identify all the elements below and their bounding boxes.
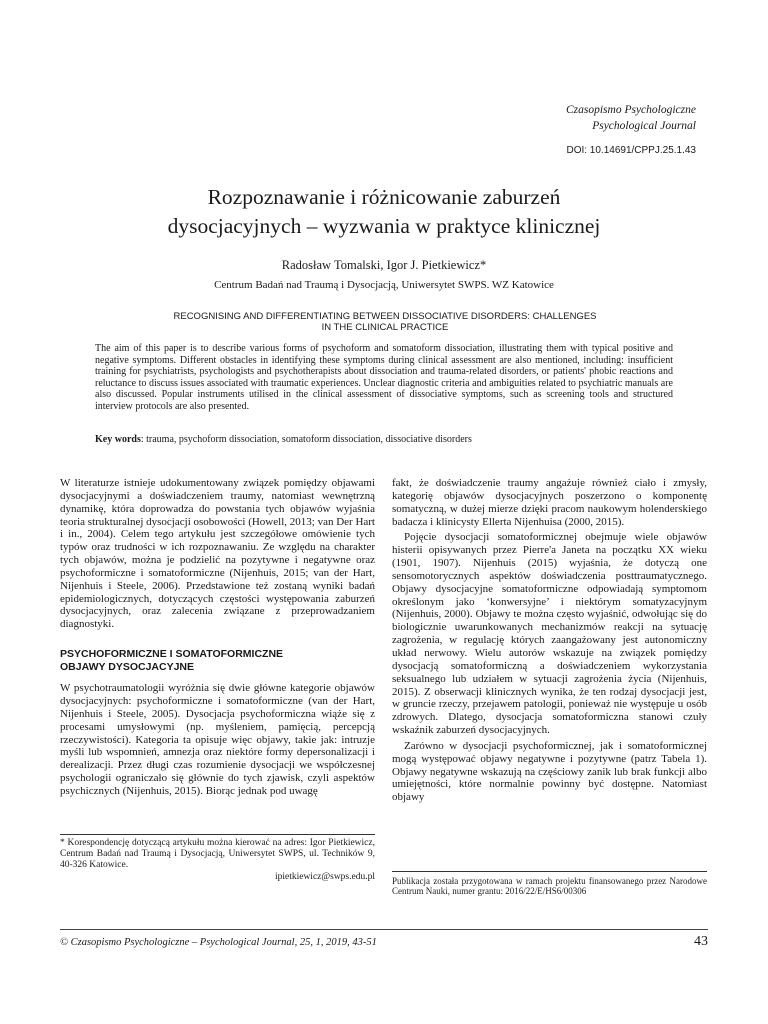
english-title	[95, 311, 675, 333]
body-paragraph-somatoform: Pojęcie dysocjacji somatoformicznej obejmuje wiele objawów histerii opisywanych przez Pierre'a Janeta na początku XX wieku (1901, 1907). Nijenhuis (2015) wyjaśnia, że dotyczą one sensomotorycznych aspektów doświadczenia posttraumatycznego. Objawy dysocjacyjne somatoformiczne odpowiadają symptomom określonym jako ‘konwersyjne’ i niektórym somatyzacyjnym (Nijenhuis, 2000). Objawy te można często wyjaśnić, odwołując się do biologicznie uwarunkowanych mechanizmów reakcji na sytuację zagrożenia, w regulację których zaangażowany jest autonomiczny układ nerwowy. Wielu autorów wskazuje na związek pomiędzy dysocjacją somatoformiczną a doświadczeniem wykorzystania seksualnego lub udziałem w sytuacji zagrożenia życia (Nijenhuis, 2015). Z obserwacji klinicznych wynika, że ten rodzaj dysocjacji jest, w gruncie rzeczy, przejawem patologii, ponieważ nie występuje u osób zdrowych. Dlatego, dysocjacja somatoformiczna stanowi czuły wskaźnik zaburzeń dysocjacyjnych.	[392, 531, 707, 737]
keywords	[95, 434, 673, 445]
author-affiliation: Centrum Badań nad Traumą i Dysocjacją, Uniwersytet SWPS. WZ Katowice	[214, 279, 554, 291]
abstract-text: The aim of this paper is to describe various forms of psychoform and somatoform dissociation, illustrating them with typical positive and negative symptoms. Different obstacles in identifying these symptoms during clinical assessment are also mentioned, including: insufficient training for psychiatrists, psychologists and psychotherapists about dissociation and trauma-related disorders, or patients' phobic reactions and reluctance to discuss issues associated with traumatic experiences. Unclear diagnostic criteria and ambiguities related to psychiatric manuals are also discussed. Popular instruments utilised in the clinical assessment of dissociative symptoms, such as screening tools and structured interview protocols are also presented.	[95, 343, 673, 412]
journal-name-polish: Czasopismo Psychologiczne	[565, 104, 696, 116]
section-paragraph-1: W psychotraumatologii wyróżnia się dwie główne kategorie objawów dysocjacyjnych: psychoformiczne i somatoformiczne (van der Hart, Nijenhuis i Steele, 2005). Dysocjacja psychoformiczna wiąże się z procesami umysłowymi (np. myśleniem, pamięcią, percepcją rzeczywistości). Kategoria ta opisuje więc objawy, takie jak: intruzje myśli lub wspomnień, amnezja oraz niektóre formy depersonalizacji i derealizacji. Przez długi czas rozumienie dysocjacji we współczesnej psychologii ograniczało się głównie do tych zjawisk, czyli aspektów psychicznych (Nijenhuis, 2015). Biorąc jednak pod uwagę	[60, 682, 375, 797]
footnote-email[interactable]: ipietkiewicz@swps.edu.pl	[274, 871, 375, 882]
doi-label[interactable]: DOI: 10.14691/CPPJ.25.1.43	[566, 145, 696, 156]
title-line-2: dysocjacyjnych – wyzwania w praktyce klinicznej	[167, 214, 601, 238]
title-line-1: Rozpoznawanie i różnicowanie zaburzeń	[207, 185, 561, 209]
right-column	[392, 477, 707, 804]
intro-paragraph: W literaturze istnieje udokumentowany związek pomiędzy objawami dysocjacyjnymi a doświadczeniem traumy, natomiast wewnętrzną dynamikę, która doprowadza do powstania tych objawów wyjaśnia teoria strukturalnej dysocjacji osobowości (Howell, 2013; van Der Hart i in., 2004). Celem tego artykułu jest szczegółowe omówienie tych typów oraz trudności w ich rozpoznawaniu. Ze względu na charakter tych objawów, można je podzielić na pozytywne i negatywne oraz psychoformiczne i somatoformiczne (Nijenhuis, 2015; van der Hart, Nijenhuis i Steele, 2006). Przedstawione też zostaną wyniki badań epidemiologicznych, dotyczących częstości występowania zaburzeń dysocjacyjnych, oraz zalecenia związane z przeprowadzaniem diagnostyki.	[60, 477, 375, 631]
body-paragraph-symptoms: Zarówno w dysocjacji psychoformicznej, jak i somatoformicznej mogą występować objawy negatywne i pozytywne (patrz Tabela 1). Objawy negatywne wskazują na częściowy zanik lub brak funkcji albo umiejętności, które normalnie powinny być dostępne. Natomiast objawy	[392, 739, 707, 804]
section-heading	[60, 648, 375, 674]
journal-header	[566, 102, 696, 134]
left-column	[60, 477, 375, 798]
keywords-list: : trauma, psychoform dissociation, somatoform dissociation, dissociative disorders	[140, 434, 472, 445]
funding-rule	[392, 871, 707, 872]
english-title-line-1: RECOGNISING AND DIFFERENTIATING BETWEEN DISSOCIATIVE DISORDERS: CHALLENGES	[173, 311, 597, 322]
english-title-line-2: IN THE CLINICAL PRACTICE	[321, 322, 449, 333]
section-heading-line-2: OBJAWY DYSOCJACYJNE	[60, 661, 195, 674]
journal-name-english: Psychological Journal	[592, 120, 696, 132]
correspondence-footnote	[60, 838, 375, 883]
footer-citation: © Czasopismo Psychologiczne – Psychological Journal, 25, 1, 2019, 43-51	[60, 937, 377, 948]
funding-text: Publikacja została przygotowana w ramach projektu finansowanego przez Narodowe Centrum Nauki, numer grantu: 2016/22/E/HS6/00306	[392, 876, 707, 896]
section-heading-line-1: PSYCHOFORMICZNE I SOMATOFORMICZNE	[60, 648, 284, 661]
footnote-rule	[60, 834, 375, 835]
page-number: 43	[694, 934, 708, 949]
keywords-label: Key words	[95, 434, 141, 445]
funding-note	[392, 876, 707, 896]
body-paragraph-continued: fakt, że doświadczenie traumy angażuje również ciało i zmysły, kategorię objawów dysocjacyjnych poszerzono o komponentę somatyczną, w dużej mierze dzięki pracom naukowym holenderskiego badacza i klinicysty Ellerta Nijenhuisa (2000, 2015).	[392, 477, 707, 528]
article-title	[60, 183, 708, 241]
footer-rule	[60, 929, 708, 930]
footnote-text: * Korespondencję dotyczącą artykułu można kierować na adres: Igor Pietkiewicz, Centrum Badań nad Traumą i Dysocjacją, Uniwersytet SWPS, ul. Techników 9, 40-326 Katowice.	[60, 838, 375, 871]
author-list: Radosław Tomalski, Igor J. Pietkiewicz*	[281, 258, 487, 272]
